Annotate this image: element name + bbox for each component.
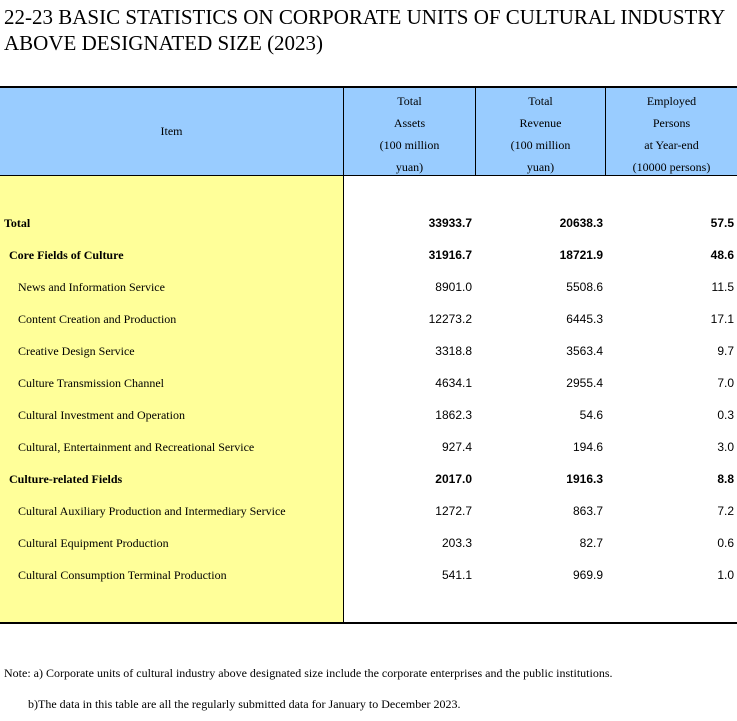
header-text: (10000 persons) [632, 160, 711, 174]
table-row [0, 304, 737, 336]
row-assets: 4634.1 [435, 376, 472, 390]
row-assets: 3318.8 [435, 344, 472, 358]
table-row [0, 560, 737, 592]
note-a: Note: a) Corporate units of cultural industry above designated size include the corporate enterprises and the public institutions. [4, 666, 613, 680]
table-row [0, 272, 737, 304]
table-row [0, 400, 737, 432]
row-persons: 7.2 [717, 504, 734, 518]
header-text: yuan) [395, 160, 424, 174]
row-label: Total [4, 216, 31, 230]
table-row [0, 368, 737, 400]
row-assets: 31916.7 [428, 248, 472, 262]
table-row-culture-related-fields [0, 464, 737, 496]
row-revenue: 3563.4 [566, 344, 603, 358]
row-assets: 2017.0 [435, 472, 472, 486]
table-row [0, 336, 737, 368]
header-item: Item [160, 124, 183, 138]
row-label: Creative Design Service [18, 344, 135, 358]
header-text: Assets [393, 116, 426, 130]
row-persons: 1.0 [717, 568, 734, 582]
header-text: Revenue [519, 116, 562, 130]
page-title [4, 4, 725, 56]
header-text: (100 million [510, 138, 571, 152]
row-revenue: 863.7 [572, 504, 603, 518]
table-row-total [0, 208, 737, 240]
row-assets: 33933.7 [428, 216, 472, 230]
row-persons: 0.6 [717, 536, 734, 550]
table-row [0, 432, 737, 464]
row-revenue: 1916.3 [566, 472, 603, 486]
row-persons: 57.5 [710, 216, 734, 230]
header-text: Total [397, 94, 422, 108]
statistics-table [0, 86, 737, 624]
row-assets: 12273.2 [428, 312, 472, 326]
header-text: Total [528, 94, 553, 108]
header-text: Persons [652, 116, 691, 130]
header-total-assets [344, 90, 475, 176]
title-line-2: ABOVE DESIGNATED SIZE (2023) [4, 31, 324, 55]
row-assets: 1862.3 [435, 408, 472, 422]
row-label: Culture-related Fields [9, 472, 123, 486]
row-revenue: 20638.3 [559, 216, 603, 230]
row-assets: 1272.7 [435, 504, 472, 518]
table-row [0, 528, 737, 560]
row-persons: 3.0 [717, 440, 734, 454]
header-employed-persons [606, 90, 737, 176]
row-revenue: 82.7 [579, 536, 603, 550]
row-label: Cultural Consumption Terminal Production [18, 568, 227, 582]
row-label: News and Information Service [18, 280, 165, 294]
row-revenue: 194.6 [572, 440, 603, 454]
row-persons: 8.8 [717, 472, 734, 486]
table-body [0, 208, 737, 592]
row-persons: 0.3 [717, 408, 734, 422]
row-label: Culture Transmission Channel [18, 376, 165, 390]
row-revenue: 5508.6 [566, 280, 603, 294]
row-assets: 927.4 [441, 440, 472, 454]
row-assets: 541.1 [441, 568, 472, 582]
table-bottom-rule [0, 622, 737, 624]
row-assets: 8901.0 [435, 280, 472, 294]
row-label: Cultural Auxiliary Production and Intermediary Service [18, 504, 286, 518]
header-text: Employed [646, 94, 697, 108]
header-total-revenue [476, 90, 605, 176]
row-revenue: 18721.9 [559, 248, 603, 262]
row-label: Cultural, Entertainment and Recreational Service [18, 440, 255, 454]
note-b: b)The data in this table are all the regularly submitted data for January to December 2023. [28, 697, 461, 711]
header-text: yuan) [526, 160, 555, 174]
header-text: (100 million [379, 138, 440, 152]
row-label: Cultural Investment and Operation [18, 408, 185, 422]
row-label: Cultural Equipment Production [18, 536, 169, 550]
header-text: at Year-end [644, 138, 699, 152]
row-persons: 17.1 [710, 312, 734, 326]
row-label: Content Creation and Production [18, 312, 177, 326]
row-label: Core Fields of Culture [9, 248, 124, 262]
row-assets: 203.3 [441, 536, 472, 550]
table-row [0, 496, 737, 528]
row-revenue: 54.6 [579, 408, 603, 422]
row-revenue: 2955.4 [566, 376, 603, 390]
row-persons: 48.6 [710, 248, 734, 262]
row-persons: 7.0 [717, 376, 734, 390]
row-revenue: 969.9 [572, 568, 603, 582]
row-revenue: 6445.3 [566, 312, 603, 326]
table-row-core-fields [0, 240, 737, 272]
row-persons: 9.7 [717, 344, 734, 358]
row-persons: 11.5 [711, 280, 734, 294]
title-line-1: 22-23 BASIC STATISTICS ON CORPORATE UNITS OF CULTURAL INDUSTRY [4, 5, 726, 29]
